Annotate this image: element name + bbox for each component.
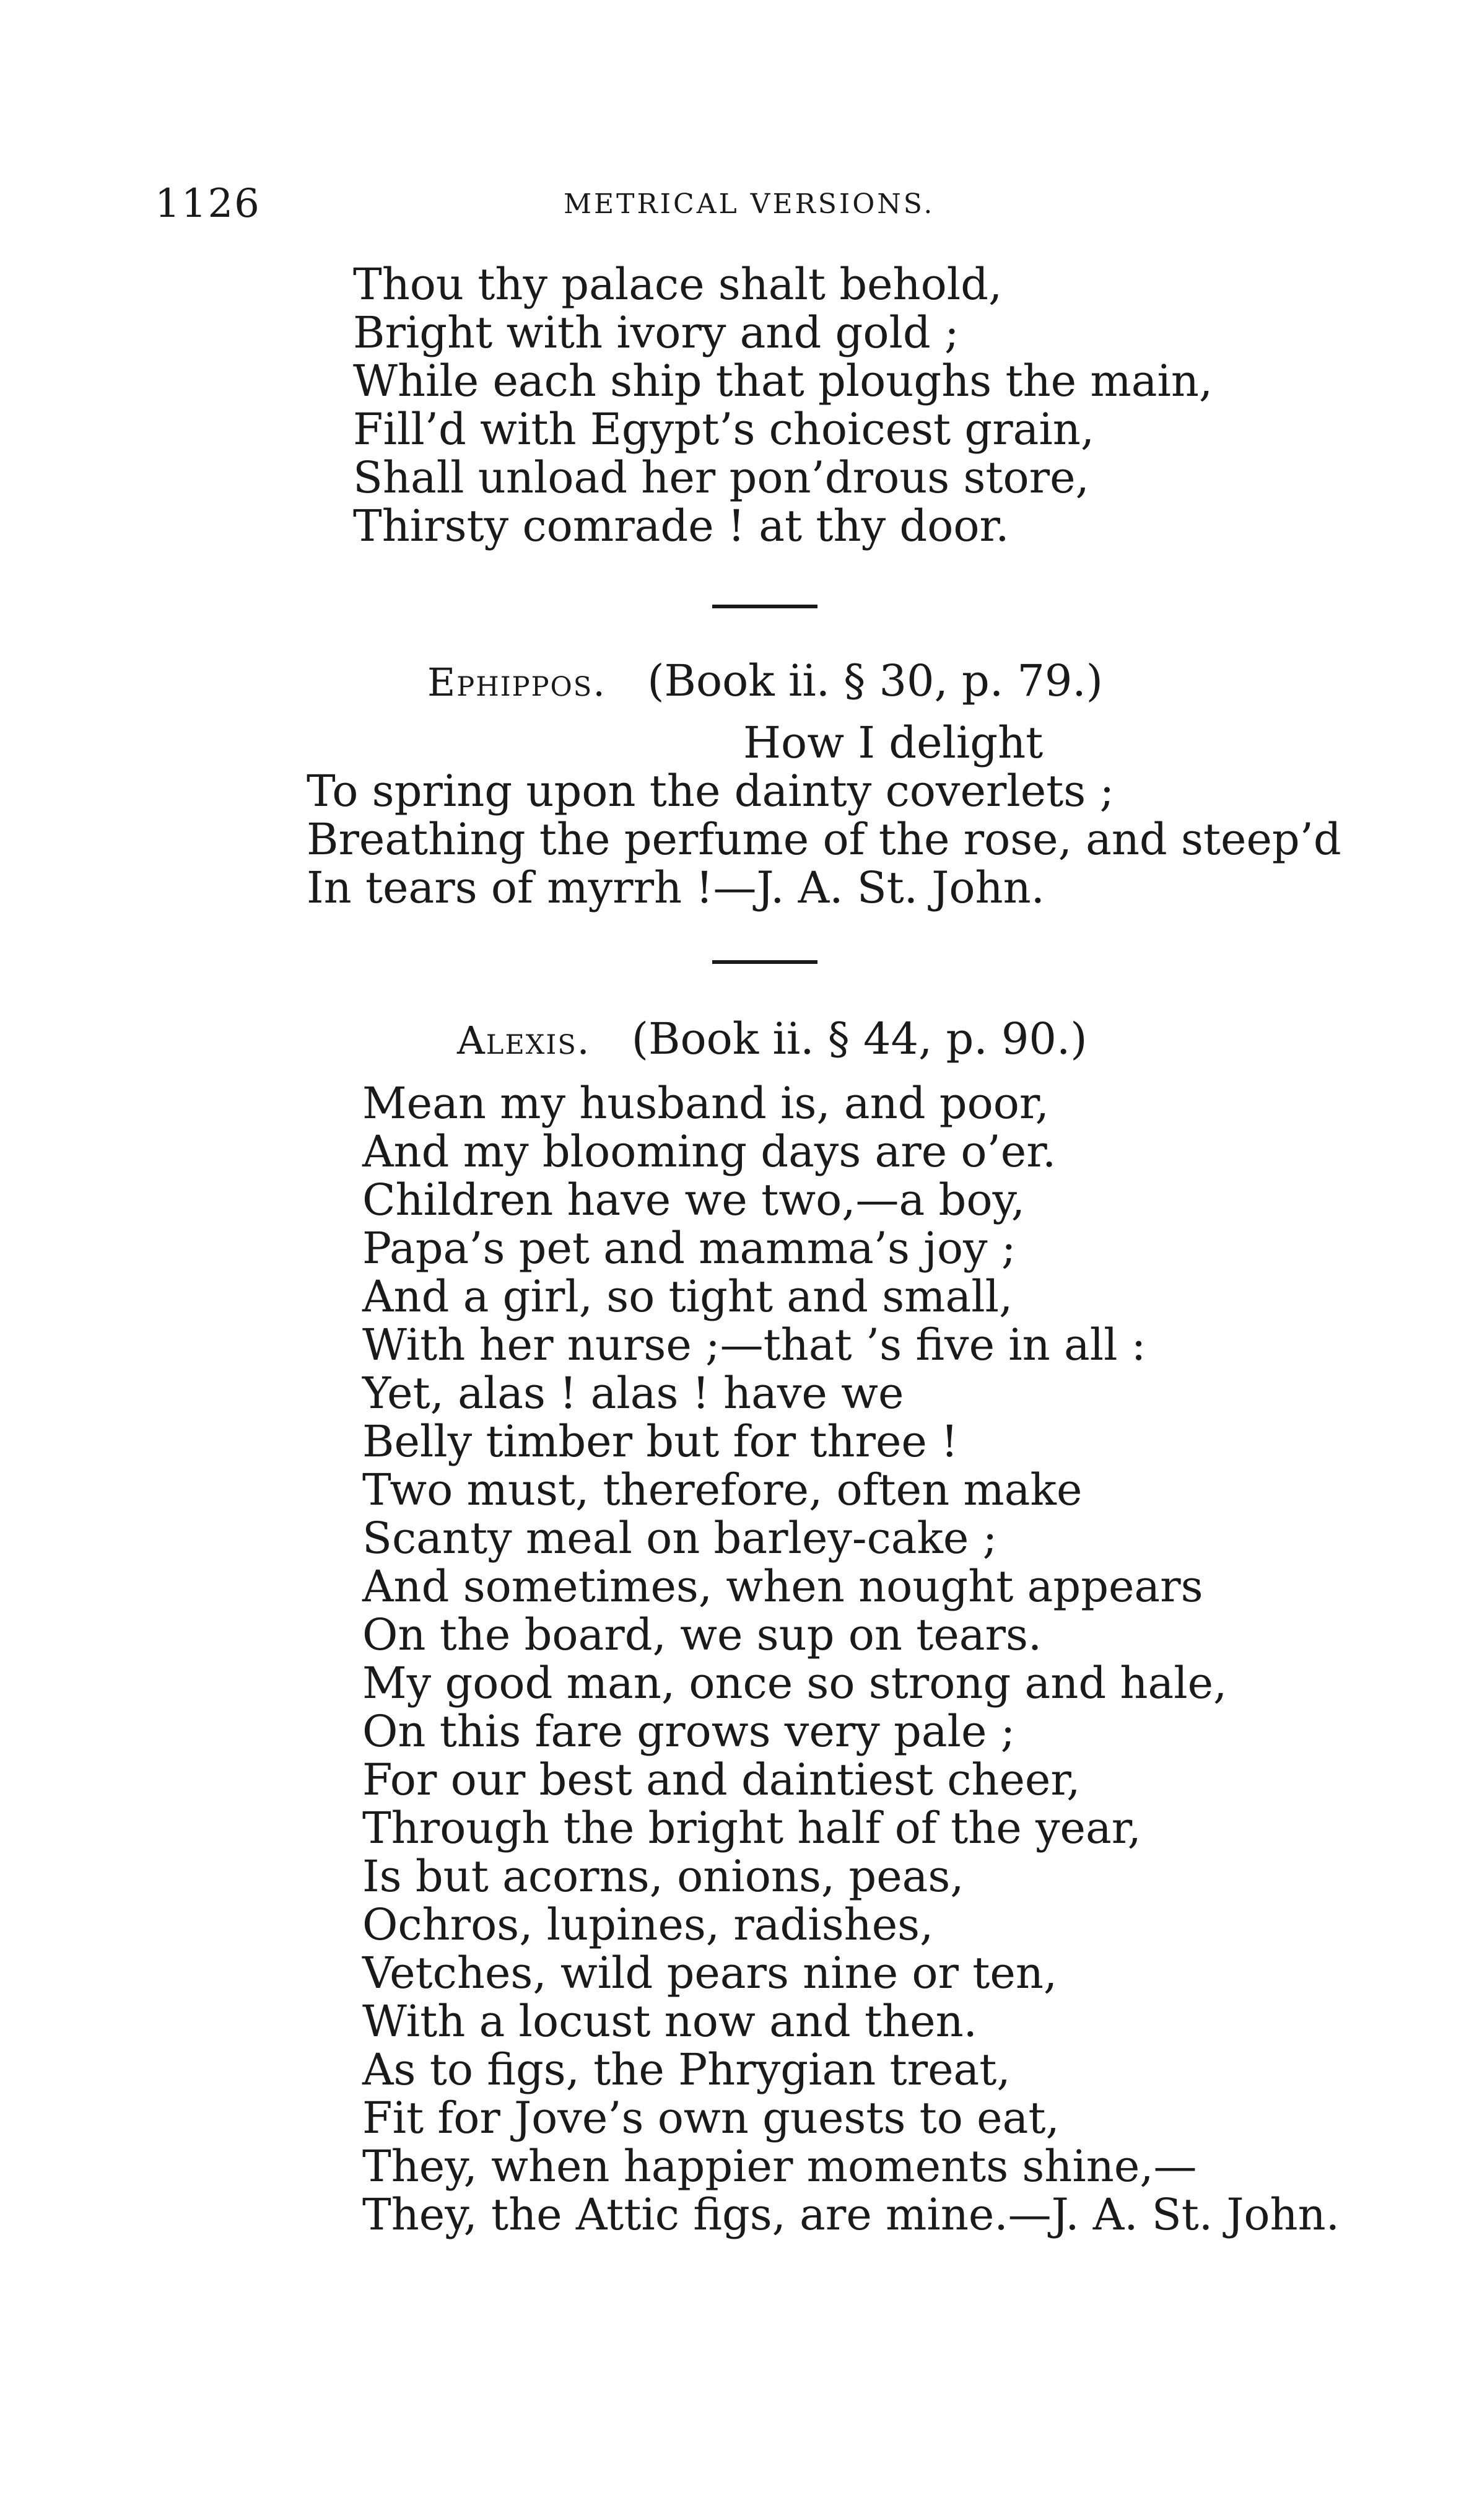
verse-line: Thirsty comrade ! at thy door. bbox=[353, 501, 1009, 551]
poem-1-stanza bbox=[353, 260, 1213, 550]
page-number: 1126 bbox=[155, 181, 261, 227]
verse-line: Through the bright half of the year, bbox=[362, 1803, 1141, 1853]
section-divider bbox=[712, 605, 817, 608]
verse-line: While each ship that ploughs the main, bbox=[353, 356, 1213, 406]
book-reference: (Book ii. § 44, p. 90.) bbox=[631, 1013, 1088, 1064]
verse-line: Ochros, lupines, radishes, bbox=[362, 1899, 934, 1950]
author-name: Alexis. bbox=[457, 1018, 591, 1063]
verse-line: Fit for Jove’s own guests to eat, bbox=[362, 2093, 1060, 2143]
section-divider bbox=[712, 960, 817, 964]
verse-line: With a locust now and then. bbox=[362, 1996, 977, 2047]
verse-line: For our best and daintiest cheer, bbox=[362, 1754, 1081, 1805]
verse-line: And my blooming days are o’er. bbox=[362, 1126, 1057, 1177]
verse-line: With her nurse ;—that ’s five in all : bbox=[362, 1319, 1146, 1370]
verse-line: Belly timber but for three ! bbox=[362, 1416, 959, 1467]
verse-line: How I delight bbox=[743, 717, 1044, 768]
verse-line: In tears of myrrh !—J. A. St. John. bbox=[307, 862, 1045, 913]
running-head: METRICAL VERSIONS. bbox=[564, 188, 935, 220]
ephippos-verse bbox=[307, 719, 1341, 912]
verse-line: Scanty meal on barley-cake ; bbox=[362, 1513, 998, 1564]
verse-line: On this fare grows very pale ; bbox=[362, 1706, 1016, 1757]
alexis-verse bbox=[362, 1079, 1340, 2239]
verse-line: They, when happier moments shine,— bbox=[362, 2141, 1197, 2192]
section-heading-ephippos bbox=[427, 655, 1103, 706]
verse-line: As to figs, the Phrygian treat, bbox=[362, 2044, 1011, 2095]
verse-line: Thou thy palace shalt behold, bbox=[353, 259, 1003, 310]
verse-line: And a girl, so tight and small, bbox=[362, 1271, 1013, 1322]
book-reference: (Book ii. § 30, p. 79.) bbox=[647, 655, 1103, 706]
verse-line: My good man, once so strong and hale, bbox=[362, 1658, 1227, 1708]
author-name: Ephippos. bbox=[427, 660, 606, 705]
verse-line: And sometimes, when nought appears bbox=[362, 1561, 1203, 1612]
section-heading-alexis bbox=[457, 1013, 1088, 1064]
verse-line: Fill’d with Egypt’s choicest grain, bbox=[353, 404, 1095, 455]
verse-line: Two must, therefore, often make bbox=[362, 1464, 1083, 1515]
verse-line: Yet, alas ! alas ! have we bbox=[362, 1368, 904, 1419]
verse-line: Shall unload her pon’drous store, bbox=[353, 452, 1089, 503]
verse-line: Breathing the perfume of the rose, and steep’d bbox=[307, 814, 1341, 865]
verse-line: Children have we two,—a boy, bbox=[362, 1175, 1025, 1225]
page-header bbox=[155, 181, 1332, 237]
verse-line: Bright with ivory and gold ; bbox=[353, 307, 959, 358]
verse-line: To spring upon the dainty coverlets ; bbox=[307, 766, 1115, 816]
verse-line: Papa’s pet and mamma’s joy ; bbox=[362, 1223, 1016, 1274]
verse-line: Is but acorns, onions, peas, bbox=[362, 1851, 964, 1902]
verse-line: On the board, we sup on tears. bbox=[362, 1609, 1042, 1660]
verse-line: They, the Attic figs, are mine.—J. A. St. John. bbox=[362, 2189, 1340, 2240]
verse-line: Mean my husband is, and poor, bbox=[362, 1078, 1049, 1129]
verse-line: Vetches, wild pears nine or ten, bbox=[362, 1948, 1058, 1998]
